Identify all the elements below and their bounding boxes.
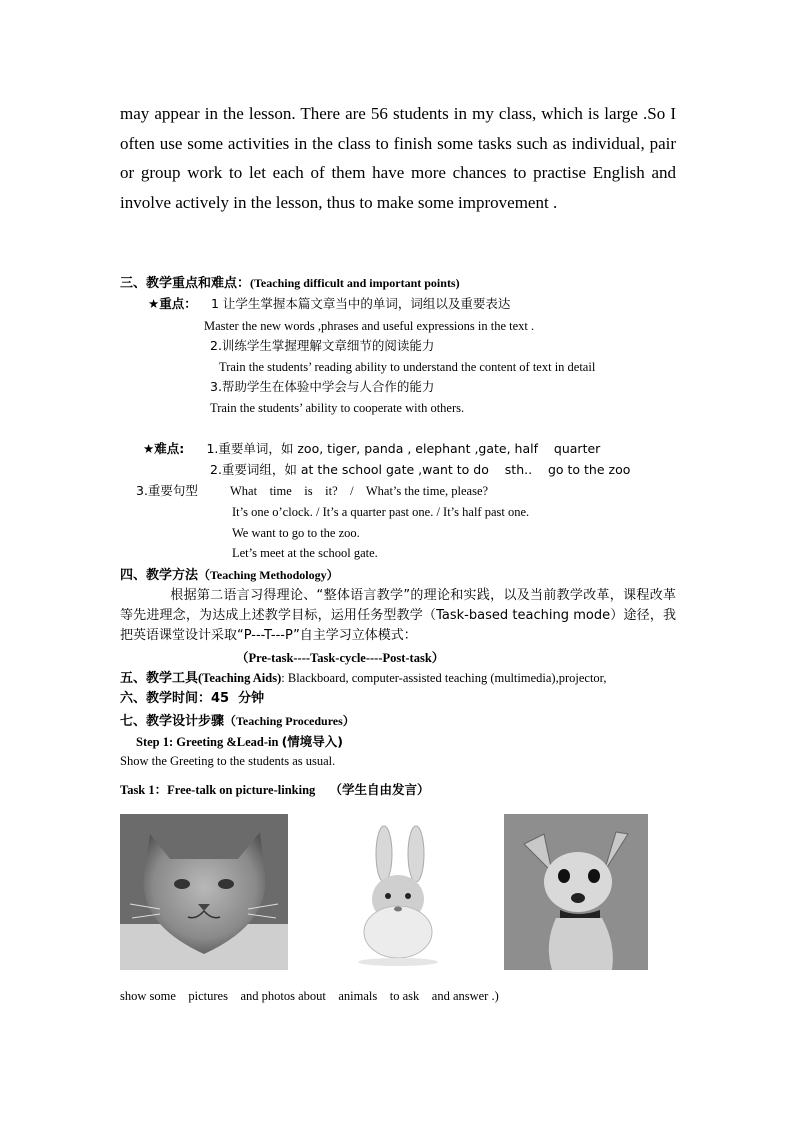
section5-heading-en: (Teaching Aids) xyxy=(198,671,282,685)
ptp-mode: （Pre-task----Task-cycle----Post-task） xyxy=(236,651,445,665)
rabbit-icon xyxy=(312,814,480,970)
key3-en: Train the students’ ability to cooperate with others. xyxy=(210,401,465,415)
section5-content: : Blackboard, computer-assisted teaching (multimedia),projector, xyxy=(281,671,607,685)
key1-en: Master the new words ,phrases and useful expressions in the text . xyxy=(204,319,535,333)
section4-paragraph xyxy=(120,586,676,646)
section4-heading xyxy=(120,566,339,585)
diff1-text: 1.重要单词，如 zoo, tiger, panda , elephant ,gate, half quarter xyxy=(206,441,601,456)
diff3-label: 3.重要句型 xyxy=(136,483,198,498)
section7-heading-cn: 七、教学设计步骤 xyxy=(120,714,225,729)
section7-heading xyxy=(120,712,355,731)
pattern-4: Let’s meet at the school gate. xyxy=(232,546,378,560)
step1-heading xyxy=(136,734,343,750)
pattern-1: What time is it? / What’s the time, please? xyxy=(230,484,489,498)
task1-en: Task 1：Free-talk on picture-linking xyxy=(120,783,316,797)
chihuahua-photo xyxy=(504,814,648,970)
section5-line xyxy=(120,670,606,687)
section5-heading-cn: 五、教学工具 xyxy=(120,671,199,686)
task1-heading xyxy=(120,782,430,798)
section4-heading-en: （Teaching Methodology） xyxy=(198,568,339,582)
key3-cn: 3.帮助学生在体验中学会与人合作的能力 xyxy=(210,379,435,394)
intro-paragraph xyxy=(120,99,676,217)
diff-label: ★难点: xyxy=(143,441,185,456)
difficulty-3 xyxy=(136,483,198,499)
pattern-2: It’s one o’clock. / It’s a quarter past one. / It’s half past one. xyxy=(232,505,530,519)
section6-line: 六、教学时间：45 分钟 xyxy=(120,691,265,706)
section3-heading-cn: 三、教学重点和难点： xyxy=(120,276,251,291)
cat-photo xyxy=(120,814,288,970)
cat-icon xyxy=(120,814,288,970)
photo-caption: show some pictures and photos about animals to ask and answer .) xyxy=(120,989,499,1003)
step1-desc: Show the Greeting to the students as usual. xyxy=(120,754,336,768)
rabbit-photo xyxy=(312,814,480,970)
section3-heading-en: (Teaching difficult and important points) xyxy=(250,276,460,290)
step1-en: Step 1: Greeting &Lead-in xyxy=(136,735,279,749)
section3-heading xyxy=(120,274,460,293)
section7-heading-en: （Teaching Procedures） xyxy=(224,714,355,728)
dog-icon xyxy=(504,814,648,970)
pattern-3: We want to go to the zoo. xyxy=(232,526,360,540)
key-point-1 xyxy=(148,296,510,312)
task1-cn: （学生自由发言） xyxy=(329,782,430,797)
difficulty-1 xyxy=(143,441,600,457)
key-label: ★重点： xyxy=(148,296,197,311)
key2-en: Train the students’ reading ability to understand the content of text in detail xyxy=(219,360,596,374)
section4-para-text: 根据第二语言习得理论、“整体语言教学”的理论和实践，以及当前教学改革，课程改革等先进理念，为达成上述教学目标，运用任务型教学（Task-based teaching mode）途径，我把英语课堂设计采取“P---T---P”自主学习立体模式： xyxy=(120,588,676,643)
section4-heading-cn: 四、教学方法 xyxy=(120,568,199,583)
key1-cn: 1 让学生掌握本篇文章当中的单词，词组以及重要表达 xyxy=(210,296,511,311)
step1-cn: (情境导入) xyxy=(281,734,344,749)
key2-cn: 2.训练学生掌握理解文章细节的阅读能力 xyxy=(210,338,435,353)
intro-text: may appear in the lesson. There are 56 students in my class, which is large .So I often use some activities in the class to finish some tasks such as individual, pair or group work to let each of them have more chances to practise English and involve actively in the lesson, thus to make some improvement . xyxy=(120,104,676,212)
difficulty-2: 2.重要词组，如 at the school gate ,want to do sth.. go to the zoo xyxy=(210,462,631,477)
